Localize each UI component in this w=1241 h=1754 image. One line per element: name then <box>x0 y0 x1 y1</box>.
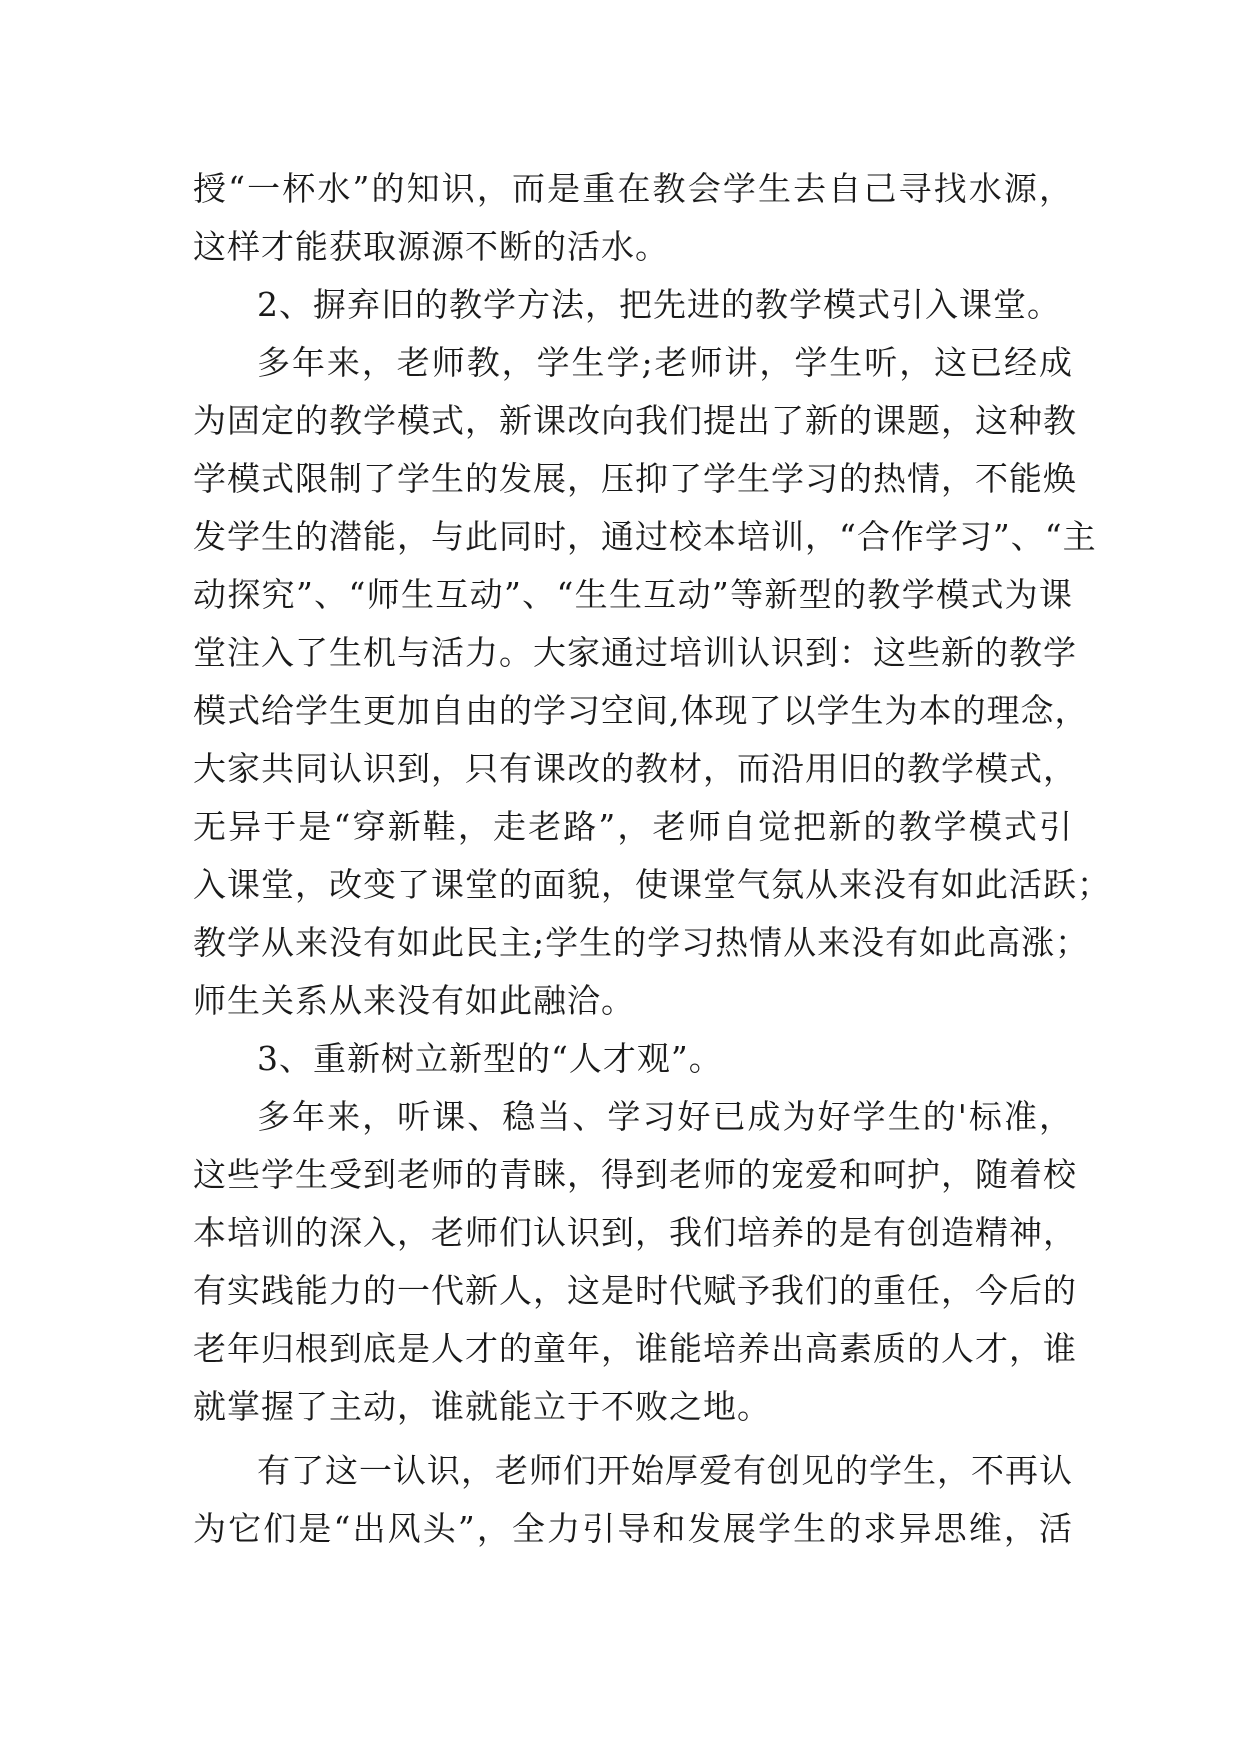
text-line: 发学生的潜能，与此同时，通过校本培训，“合作学习”、“主 <box>193 517 1097 556</box>
text-line: 入课堂，改变了课堂的面貌，使课堂气氛从来没有如此活跃； <box>193 865 1111 904</box>
text-line: 动探究”、“师生互动”、“生生互动”等新型的教学模式为课 <box>193 575 1073 614</box>
text-line: 为它们是“出风头”，全力引导和发展学生的求异思维，活 <box>193 1509 1073 1548</box>
text-line: 有实践能力的一代新人，这是时代赋予我们的重任，今后的 <box>193 1271 1077 1310</box>
text-line: 这样才能获取源源不断的活水。 <box>193 227 669 266</box>
text-line: 为固定的教学模式，新课改向我们提出了新的课题，这种教 <box>193 401 1077 440</box>
text-line: 模式给学生更加自由的学习空间,体现了以学生为本的理念， <box>193 691 1089 730</box>
text-line: 学模式限制了学生的发展，压抑了学生学习的热情，不能焕 <box>193 459 1077 498</box>
section-heading: 3、重新树立新型的“人才观”。 <box>257 1039 723 1078</box>
text-line: 教学从来没有如此民主;学生的学习热情从来没有如此高涨； <box>193 923 1090 962</box>
text-line: 师生关系从来没有如此融洽。 <box>193 981 635 1020</box>
text-line: 本培训的深入，老师们认识到，我们培养的是有创造精神， <box>193 1213 1077 1252</box>
text-line: 无异于是“穿新鞋，走老路”，老师自觉把新的教学模式引 <box>193 807 1073 846</box>
text-line: 多年来，老师教，学生学;老师讲，学生听，这已经成 <box>257 343 1073 382</box>
text-line: 这些学生受到老师的青睐，得到老师的宠爱和呵护，随着校 <box>193 1155 1077 1194</box>
text-line: 就掌握了主动，谁就能立于不败之地。 <box>193 1387 771 1426</box>
text-line: 授“一杯水”的知识，而是重在教会学生去自己寻找水源， <box>193 169 1073 208</box>
text-line: 大家共同认识到，只有课改的教材，而沿用旧的教学模式， <box>193 749 1077 788</box>
text-line: 堂注入了生机与活力。大家通过培训认识到：这些新的教学 <box>193 633 1077 672</box>
text-line: 老年归根到底是人才的童年，谁能培养出高素质的人才，谁 <box>193 1329 1077 1368</box>
text-line: 有了这一认识，老师们开始厚爱有创见的学生，不再认 <box>257 1451 1073 1490</box>
text-line: 多年来，听课、稳当、学习好已成为好学生的'标准， <box>257 1097 1073 1136</box>
section-heading: 2、摒弃旧的教学方法，把先进的教学模式引入课堂。 <box>257 285 1061 324</box>
